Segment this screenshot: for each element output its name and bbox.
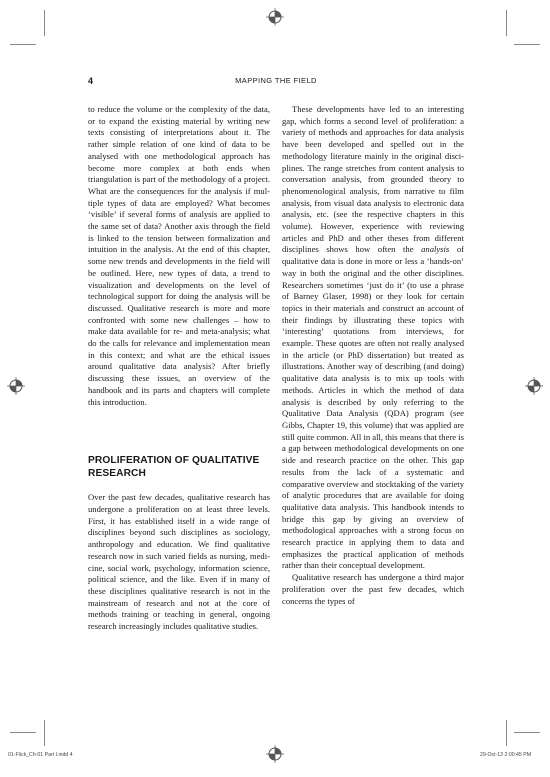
crop-mark-bottom-right — [506, 720, 507, 746]
crop-mark-top-right — [506, 10, 507, 36]
crop-mark-bottom-left-h — [10, 732, 36, 733]
left-column — [88, 104, 270, 633]
crop-mark-top-left — [44, 10, 45, 36]
paragraph-text: of qualitative data is done in more or less a ‘hands-on’ way in both the original and the other disciplines. Researchers sometimes ‘just do it’ (to use a phrase of Barney Glaser, 1998) or they look for certain topics in their materials and construct an account of their findings by illustrating these topics with ‘interesting’ quotations from interviews, for example. These quotes are often not really analysed in the article (or PhD dissertation) but treated as illustrations. Another way of describing (and doing) qualitative data analysis is to mix up tools with methods. Articles in which the method of data analysis is described by only referring to the Qualitative Data Analysis (QDA) program (see Gibbs, Chapter 19, this volume) that was applied are still quite common. All in all, this means that there is a gap between methodological developments on one side and research practice on the other. This gap results from the lack of a systematic and comparative overview and stocktaking of the variety of analytic procedures that are available for doing qualitative data analysis. This handbook intends to bridge this gap by giving an overview of methodological approaches with a strong focus on research practice in applying them to data and emphasizes the practical application of methods rather than their conceptual development. — [282, 244, 464, 571]
page-number: 4 — [88, 76, 94, 86]
crop-mark-top-left-h — [10, 44, 36, 45]
registration-mark-bottom-icon — [266, 745, 284, 763]
crop-mark-bottom-left — [44, 720, 45, 746]
paragraph-text: These developments have led to an interesting gap, which forms a second level of proliferation: a variety of methods and approaches for data analysis have been developed and spelled out in the methodology literature mainly in the original disciplines. The range stretches from content analysis to conversation analysis, from grounded theory to phenomenological analysis, from narrative to film analysis, from visual data analysis to electronic data analysis, etc. (see the respective chapters in this volume). However, experience with reviewing articles and PhD and other theses from different disciplines shows how often the — [282, 104, 464, 255]
paragraph: Over the past few decades, qualitative research has undergone a proliferation on at least three levels. First, it has established itself in a wide range of disciplines beyond such disciplines as sociology, anthropology and education. We find qualitative research now in such varied fields as nursing, medicine, social work, psychology, information science, political science, and the like. Even if in many of these disciplines qualitative research is not in the mainstream of research and not at the core of methods training or teaching in general, ongoing research increasingly includes qualitative studies. — [88, 492, 270, 632]
section-heading: PROLIFERATION OF QUALITATIVE RESEARCH — [88, 455, 260, 480]
crop-mark-bottom-right-h — [514, 732, 540, 733]
paragraph — [282, 104, 464, 572]
registration-mark-left-icon — [7, 377, 25, 395]
print-slug-timestamp: 29-Oct-13 2:00:45 PM — [480, 752, 532, 758]
running-head: MAPPING THE FIELD — [235, 76, 317, 85]
registration-mark-top-icon — [266, 8, 284, 26]
registration-mark-right-icon — [525, 377, 543, 395]
paragraph: to reduce the volume or the complexity of the data, or to expand the existing material by writing new texts consisting of interpretations about it. The rather simple relation of one kind of data to be analysed with one methodological approach has become more complex at both ends when triangulation is part of the methodology of a project. What are the consequences for the analysis if multiple types of data are employed? What becomes ‘visible’ if several forms of analysis are applied to the same set of data? Another axis through the field is linked to the tension between formalization and intuition in the analysis. At the end of this chapter, some new trends and developments in the field will be outlined. Here, new types of data, a trend to visualization and developments on the level of technological support for doing the analysis will be discussed. Qualitative research is more and more confronted with some new challenges – how to make data available for re- and meta-analysis; what do the calls for relevance and implementation mean in this context; and what are the ethical issues around qualitative data analysis? After briefly discussing these issues, an overview of the handbook and its parts and chapters will complete this introduction. — [88, 104, 270, 407]
paragraph: Qualitative research has undergone a third major proliferation over the past few decades, which concerns the types of — [282, 572, 464, 606]
right-column — [282, 104, 464, 607]
print-slug-file: 01-Flick_Ch-01 Part I.indd 4 — [8, 752, 73, 758]
emphasis-text: analysis — [421, 244, 450, 255]
page-header — [88, 76, 464, 90]
crop-mark-top-right-h — [514, 44, 540, 45]
